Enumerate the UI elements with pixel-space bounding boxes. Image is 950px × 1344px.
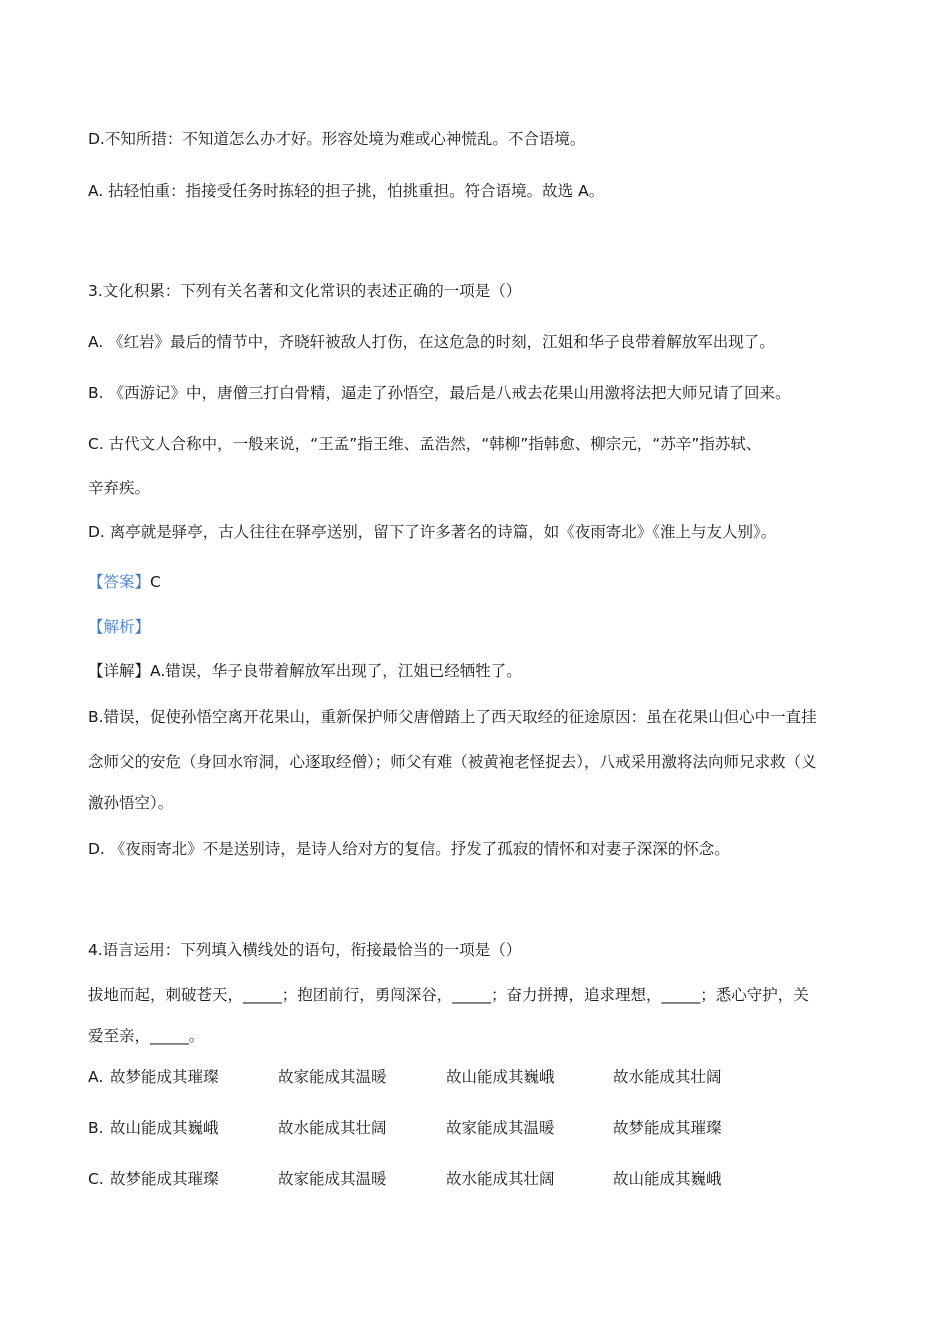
answer-label: 【答案】 [88, 573, 151, 591]
q3-answer [88, 571, 161, 593]
option-choice-4: 故山能成其巍峨 [613, 1170, 722, 1188]
detail-a-text: A.错误，华子良带着解放军出现了，江姐已经牺牲了。 [150, 662, 522, 680]
option-choice-1: 故山能成其巍峨 [110, 1119, 219, 1137]
detail-label: 【详解】 [88, 662, 151, 680]
q4-passage-line2: 爱至亲，_____。 [88, 1027, 205, 1045]
option-label: A. [88, 1068, 104, 1086]
q3-stem: 3.文化积累：下列有关名著和文化常识的表述正确的一项是（） [88, 282, 522, 300]
q3-detail-a [88, 660, 522, 682]
q2-option-a-explanation: A. 拈轻怕重：指接受任务时拣轻的担子挑，怕挑重担。符合语境。故选 A。 [88, 182, 605, 200]
q4-passage-line1: 拔地而起，刺破苍天，_____；抱团前行，勇闯深谷，_____；奋力拼搏，追求理想，_____；悉心守护，关 [88, 986, 809, 1004]
q3-option-c-line1: C. 古代文人合称中，一般来说，“王孟”指王维、孟浩然，“韩柳”指韩愈、柳宗元，“苏辛”指苏轼、 [88, 435, 762, 453]
q4-stem: 4.语言运用：下列填入横线处的语句，衔接最恰当的一项是（） [88, 941, 522, 959]
q2-option-d-explanation: D.不知所措：不知道怎么办才好。形容处境为难或心神慌乱。不合语境。 [88, 130, 586, 148]
q3-option-b: B. 《西游记》中，唐僧三打白骨精，逼走了孙悟空，最后是八戒去花果山用激将法把大师兄请了回来。 [88, 384, 791, 402]
option-choice-1: 故梦能成其璀璨 [110, 1170, 219, 1188]
option-choice-1: 故梦能成其璀璨 [110, 1068, 219, 1086]
q3-option-a: A. 《红岩》最后的情节中，齐晓轩被敌人打伤，在这危急的时刻，江姐和华子良带着解放军出现了。 [88, 333, 775, 351]
q3-detail-b-line1: B.错误，促使孙悟空离开花果山，重新保护师父唐僧踏上了西天取经的征途原因：虽在花果山但心中一直挂 [88, 708, 817, 726]
option-label: C. [88, 1170, 104, 1188]
option-choice-3: 故水能成其壮阔 [446, 1170, 555, 1188]
q3-detail-b-line3: 激孙悟空）。 [88, 794, 174, 812]
option-choice-3: 故山能成其巍峨 [446, 1068, 555, 1086]
q3-option-d: D. 离亭就是驿亭，古人往往在驿亭送别，留下了许多著名的诗篇，如《夜雨寄北》《淮上与友人别》。 [88, 523, 777, 541]
option-choice-2: 故家能成其温暖 [278, 1068, 387, 1086]
option-choice-3: 故家能成其温暖 [446, 1119, 555, 1137]
q3-detail-b-line2: 念师父的安危（身回水帘洞，心逐取经僧）；师父有难（被黄袍老怪捉去），八戒采用激将法向师兄求救（义 [88, 753, 817, 771]
q3-detail-d: D. 《夜雨寄北》不是送别诗，是诗人给对方的复信。抒发了孤寂的情怀和对妻子深深的怀念。 [88, 840, 730, 858]
option-choice-2: 故家能成其温暖 [278, 1170, 387, 1188]
option-choice-4: 故梦能成其璀璨 [613, 1119, 722, 1137]
option-label: B. [88, 1119, 104, 1137]
option-choice-4: 故水能成其壮阔 [613, 1068, 722, 1086]
answer-value: C [150, 573, 161, 591]
analysis-label: 【解析】 [88, 618, 151, 636]
q3-option-c-line2: 辛弃疾。 [88, 479, 151, 497]
option-choice-2: 故水能成其壮阔 [278, 1119, 387, 1137]
